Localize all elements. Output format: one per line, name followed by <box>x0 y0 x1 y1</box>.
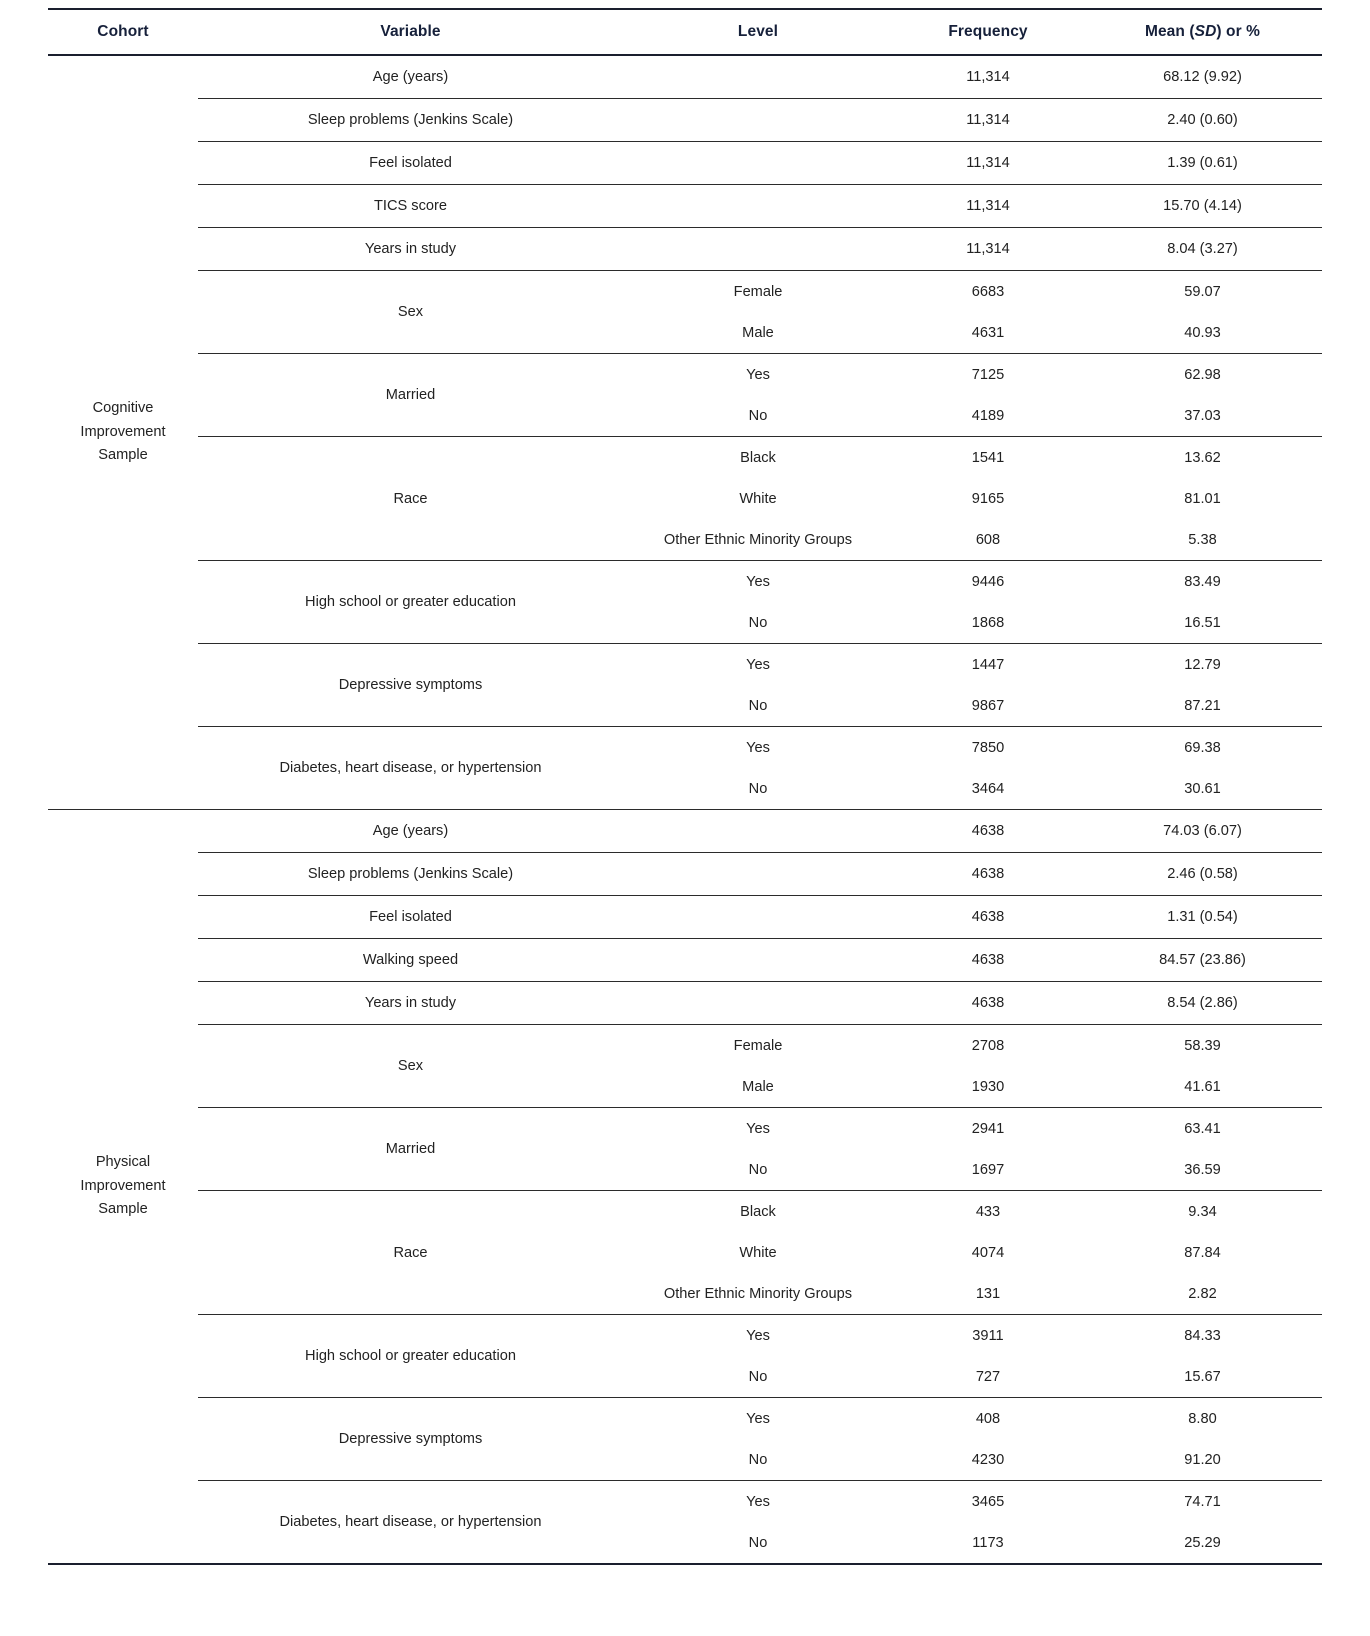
level-value: Yes <box>623 1315 893 1357</box>
mean-sd-italic: SD <box>1194 23 1217 40</box>
level-value: Male <box>742 1078 774 1095</box>
variable-label: Years in study <box>198 982 623 1025</box>
variable-label: Married <box>198 1108 623 1191</box>
variable-label: High school or greater education <box>198 561 623 644</box>
mean-value: 1.31 (0.54) <box>1083 896 1322 939</box>
frequency-value: 727 <box>975 1368 1001 1385</box>
level-value: No <box>748 697 768 714</box>
variable-label: Diabetes, heart disease, or hypertension <box>198 727 623 810</box>
table-footer <box>48 1564 1322 1565</box>
mean-value: 68.12 (9.92) <box>1163 69 1242 85</box>
level-value: No <box>748 1368 768 1385</box>
cohort-label-line: Improvement <box>80 1177 166 1194</box>
level-value <box>623 142 893 185</box>
cohort-label-line: Improvement <box>80 423 166 440</box>
column-header-frequency: Frequency <box>948 23 1028 40</box>
variable-label: Race <box>198 1191 623 1315</box>
table-row <box>48 1108 1322 1150</box>
level-value <box>623 185 893 228</box>
variable-label: Married <box>198 354 623 437</box>
cohort-label-line: Sample <box>98 447 148 464</box>
mean-value: 74.71 <box>1083 1481 1322 1523</box>
frequency-value: 7850 <box>893 727 1083 769</box>
frequency-value: 4638 <box>893 853 1083 896</box>
table-row <box>48 982 1322 1025</box>
variable-label: Sex <box>198 271 623 354</box>
mean-value: 5.38 <box>1188 531 1217 548</box>
frequency-value: 433 <box>893 1191 1083 1233</box>
level-value: No <box>748 407 768 424</box>
column-header-variable: Variable <box>380 23 441 40</box>
mean-prefix: Mean ( <box>1144 23 1195 40</box>
level-value: Female <box>623 1025 893 1067</box>
column-header-mean <box>1083 9 1322 55</box>
level-value: No <box>748 614 768 631</box>
level-value: Yes <box>623 1398 893 1440</box>
cohort-label <box>48 810 198 1565</box>
frequency-value: 408 <box>893 1398 1083 1440</box>
table-row <box>48 437 1322 479</box>
level-value <box>623 228 893 271</box>
descriptive-statistics-table <box>48 8 1322 1565</box>
level-value: No <box>748 780 768 797</box>
frequency-value: 11,314 <box>893 99 1083 142</box>
mean-value: 36.59 <box>1184 1161 1221 1178</box>
mean-value: 87.21 <box>1184 697 1221 714</box>
table-row <box>48 55 1322 99</box>
column-header-cohort: Cohort <box>97 23 149 40</box>
level-value: Yes <box>623 644 893 686</box>
frequency-value: 7125 <box>893 354 1083 396</box>
level-value: No <box>748 1161 768 1178</box>
variable-label: Years in study <box>198 228 623 271</box>
mean-value: 58.39 <box>1083 1025 1322 1067</box>
frequency-value: 1541 <box>893 437 1083 479</box>
frequency-value: 11,314 <box>893 185 1083 228</box>
header-row <box>48 9 1322 55</box>
mean-value: 37.03 <box>1184 407 1221 424</box>
level-value: Black <box>623 437 893 479</box>
frequency-value: 4189 <box>971 407 1005 424</box>
level-value <box>623 853 893 896</box>
column-header-level: Level <box>737 23 779 40</box>
level-value: No <box>748 1534 768 1551</box>
mean-value: 25.29 <box>1184 1534 1221 1551</box>
bottom-rule <box>48 1564 1322 1565</box>
table-row <box>48 644 1322 686</box>
level-value: Black <box>623 1191 893 1233</box>
frequency-value: 9446 <box>893 561 1083 603</box>
cohort-label <box>48 55 198 810</box>
mean-value: 1.39 (0.61) <box>1083 142 1322 185</box>
level-value: Yes <box>623 354 893 396</box>
frequency-value: 3465 <box>893 1481 1083 1523</box>
frequency-value: 4230 <box>971 1451 1005 1468</box>
mean-value: 87.84 <box>1184 1244 1221 1261</box>
level-value: White <box>739 1244 777 1261</box>
table-body <box>48 55 1322 1564</box>
frequency-value: 4638 <box>893 896 1083 939</box>
mean-value: 2.40 (0.60) <box>1083 99 1322 142</box>
table-row <box>48 1191 1322 1233</box>
mean-value: 8.54 (2.86) <box>1083 982 1322 1025</box>
mean-value: 74.03 (6.07) <box>1083 810 1322 853</box>
table-row <box>48 561 1322 603</box>
level-value <box>623 99 893 142</box>
mean-value: 63.41 <box>1083 1108 1322 1150</box>
mean-value: 62.98 <box>1083 354 1322 396</box>
variable-label: Diabetes, heart disease, or hypertension <box>198 1481 623 1565</box>
variable-label: Sleep problems (Jenkins Scale) <box>198 99 623 142</box>
frequency-value: 9165 <box>971 490 1005 507</box>
mean-value: 40.93 <box>1184 324 1221 341</box>
table-row <box>48 228 1322 271</box>
mean-value: 8.04 (3.27) <box>1083 228 1322 271</box>
level-value: Yes <box>623 561 893 603</box>
table-row <box>48 810 1322 853</box>
mean-value: 41.61 <box>1184 1078 1221 1095</box>
variable-label: Age (years) <box>198 810 623 853</box>
variable-label: Feel isolated <box>198 896 623 939</box>
level-value: White <box>739 490 777 507</box>
table-row <box>48 271 1322 313</box>
mean-value: 15.67 <box>1184 1368 1221 1385</box>
table-row <box>48 727 1322 769</box>
variable-label: Age (years) <box>372 69 449 85</box>
mean-value: 30.61 <box>1184 780 1221 797</box>
table-row <box>48 1315 1322 1357</box>
level-value <box>623 896 893 939</box>
mean-value: 81.01 <box>1184 490 1221 507</box>
variable-label: High school or greater education <box>198 1315 623 1398</box>
variable-label: Race <box>198 437 623 561</box>
frequency-value: 3911 <box>893 1315 1083 1357</box>
mean-value: 13.62 <box>1083 437 1322 479</box>
variable-label: Depressive symptoms <box>198 644 623 727</box>
frequency-value: 1697 <box>971 1161 1005 1178</box>
level-value: Other Ethnic Minority Groups <box>663 531 853 548</box>
table-row <box>48 185 1322 228</box>
level-value: Yes <box>623 727 893 769</box>
level-value: Yes <box>623 1108 893 1150</box>
variable-label: Sex <box>198 1025 623 1108</box>
frequency-value: 1173 <box>972 1534 1004 1551</box>
frequency-value: 11,314 <box>893 142 1083 185</box>
variable-label: TICS score <box>198 185 623 228</box>
mean-value: 84.33 <box>1083 1315 1322 1357</box>
frequency-value: 6683 <box>893 271 1083 313</box>
variable-label: Sleep problems (Jenkins Scale) <box>198 853 623 896</box>
frequency-value: 1447 <box>893 644 1083 686</box>
mean-value: 12.79 <box>1083 644 1322 686</box>
frequency-value: 4631 <box>971 324 1005 341</box>
level-value: No <box>748 1451 768 1468</box>
frequency-value: 4074 <box>971 1244 1005 1261</box>
mean-value: 69.38 <box>1083 727 1322 769</box>
mean-value: 8.80 <box>1083 1398 1322 1440</box>
frequency-value: 4638 <box>893 982 1083 1025</box>
mean-value: 9.34 <box>1083 1191 1322 1233</box>
table-row <box>48 939 1322 982</box>
cohort-label-line: Physical <box>95 1154 151 1171</box>
table-row <box>48 142 1322 185</box>
table-row <box>48 1398 1322 1440</box>
level-value: Other Ethnic Minority Groups <box>663 1285 853 1302</box>
level-value <box>623 982 893 1025</box>
table-row <box>48 1481 1322 1523</box>
frequency-value: 131 <box>975 1285 1001 1302</box>
table-header <box>48 9 1322 55</box>
mean-value: 59.07 <box>1083 271 1322 313</box>
cohort-label-line: Sample <box>98 1201 148 1218</box>
level-value <box>623 810 893 853</box>
mean-value: 2.46 (0.58) <box>1083 853 1322 896</box>
frequency-value: 4638 <box>893 810 1083 853</box>
table-row <box>48 99 1322 142</box>
frequency-value: 4638 <box>893 939 1083 982</box>
bottom-rule-row <box>48 1564 1322 1565</box>
mean-value: 16.51 <box>1184 614 1221 631</box>
table-row <box>48 1025 1322 1067</box>
frequency-value: 11,314 <box>966 69 1010 85</box>
mean-value: 83.49 <box>1083 561 1322 603</box>
table-row <box>48 853 1322 896</box>
level-value <box>623 55 893 99</box>
frequency-value: 608 <box>975 531 1001 548</box>
frequency-value: 9867 <box>971 697 1005 714</box>
frequency-value: 1868 <box>971 614 1005 631</box>
variable-label: Walking speed <box>198 939 623 982</box>
level-value: Yes <box>623 1481 893 1523</box>
mean-value: 91.20 <box>1184 1451 1221 1468</box>
table-row <box>48 354 1322 396</box>
frequency-value: 1930 <box>971 1078 1005 1095</box>
frequency-value: 3464 <box>971 780 1005 797</box>
frequency-value: 2941 <box>893 1108 1083 1150</box>
table-row <box>48 896 1322 939</box>
variable-label: Depressive symptoms <box>198 1398 623 1481</box>
level-value: Female <box>623 271 893 313</box>
cohort-label-line: Cognitive <box>92 400 154 417</box>
frequency-value: 11,314 <box>893 228 1083 271</box>
level-value: Male <box>742 324 774 341</box>
variable-label: Feel isolated <box>198 142 623 185</box>
mean-value: 84.57 (23.86) <box>1083 939 1322 982</box>
mean-value: 15.70 (4.14) <box>1083 185 1322 228</box>
mean-suffix: ) or % <box>1216 23 1261 40</box>
mean-value: 2.82 <box>1188 1285 1217 1302</box>
level-value <box>623 939 893 982</box>
frequency-value: 2708 <box>893 1025 1083 1067</box>
